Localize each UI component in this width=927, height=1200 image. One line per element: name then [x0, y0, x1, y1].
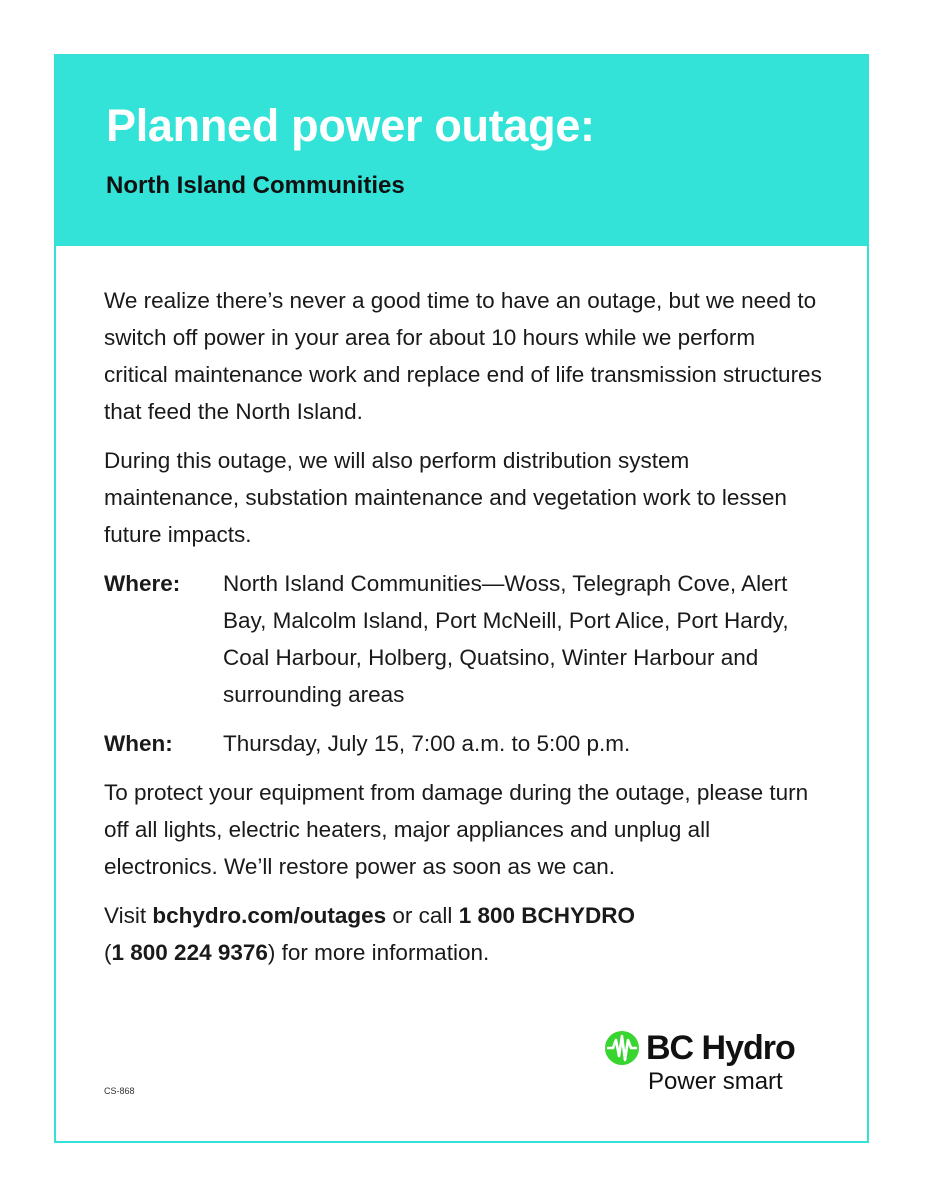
header-banner: [56, 56, 867, 246]
intro-paragraph: We realize there’s never a good time to have an outage, but we need to switch off power in your area for about 10 hours while we perform critical maintenance work and replace end of life transmission structures that feed the North Island.: [104, 288, 822, 424]
bc-hydro-logo: [604, 1028, 824, 1100]
bc-hydro-lightning-icon: [604, 1030, 640, 1066]
logo-row: [604, 1028, 795, 1068]
phone-number: 1 800 224 9376: [111, 940, 268, 965]
visit-suffix: ) for more information.: [267, 940, 490, 965]
distribution-paragraph: During this outage, we will also perform distribution system maintenance, substation maintenance and vegetation work to lessen future impacts.: [104, 448, 787, 547]
contact-paragraph: [104, 897, 824, 971]
paren-open: (: [104, 940, 112, 965]
logo-brand-text: BC Hydro: [646, 1028, 795, 1067]
visit-mid: or call: [386, 903, 459, 928]
when-label: When:: [104, 731, 173, 756]
where-value: North Island Communities—Woss, Telegraph Cove, Alert Bay, Malcolm Island, Port McNeill, Port Alice, Port Hardy, Coal Harbour, Holberg, Quatsino, Winter Harbour and surrounding areas: [223, 571, 789, 707]
protect-paragraph: To protect your equipment from damage during the outage, please turn off all lights, electric heaters, major appliances and unplug all electronics. We’ll restore power as soon as we can.: [104, 780, 809, 879]
when-row: [104, 725, 824, 762]
phone-name: 1 800 BCHYDRO: [458, 903, 635, 928]
page-title: Planned power outage:: [106, 100, 595, 151]
logo-tagline: Power smart: [648, 1068, 783, 1095]
where-row: [104, 565, 824, 713]
page-subtitle: North Island Communities: [106, 172, 405, 199]
notice-frame: [54, 54, 869, 1143]
visit-prefix: Visit: [104, 903, 153, 928]
when-value: Thursday, July 15, 7:00 a.m. to 5:00 p.m.: [223, 731, 631, 756]
where-label: Where:: [104, 571, 181, 596]
outages-link[interactable]: bchydro.com/outages: [152, 903, 387, 928]
notice-body: [104, 282, 824, 983]
document-code: CS-868: [104, 1086, 135, 1096]
